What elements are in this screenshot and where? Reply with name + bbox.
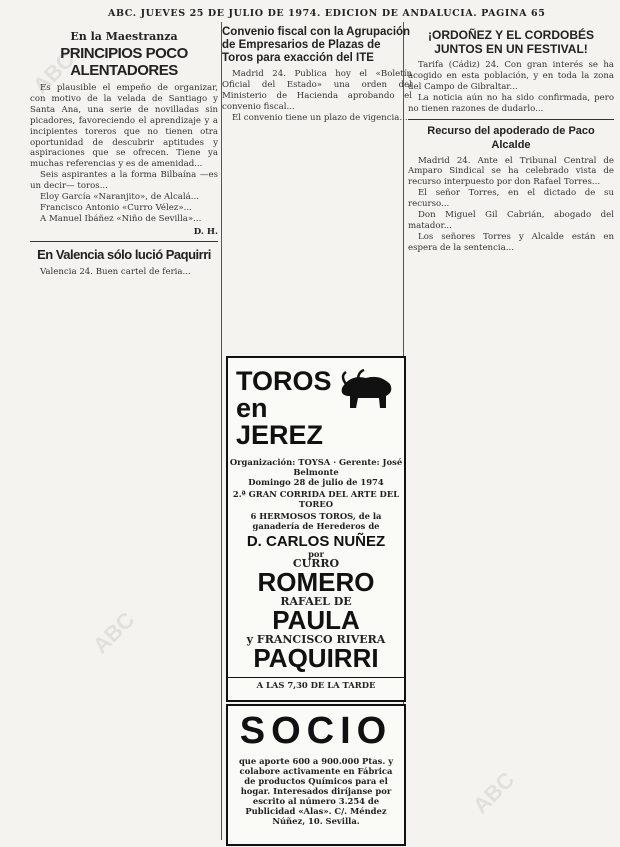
article-paragraph: Tarifa (Cádiz) 24. Con gran interés se ha acogido en esta población, y en toda la zona del Campo de Gibraltar... xyxy=(408,60,614,92)
torero-2-first: RAFAEL DE xyxy=(280,595,352,608)
ad-body: que aporte 600 a 900.000 Ptas. y colabore activamente en Fábrica de productos Químicos para el hogar. Interesados diríjanse por escrito al número 3.254 de Publicidad «Alas». C/. Méndez Núñez, 10. Sevilla. xyxy=(238,756,394,826)
ad-organizer: Organización: TOYSA · Gerente: José Belmonte xyxy=(229,457,403,477)
ad-date: Domingo 28 de julio de 1974 xyxy=(248,477,384,487)
watermark: ABC xyxy=(27,46,80,99)
article-headline: PRINCIPIOS POCO ALENTADORES xyxy=(60,45,188,79)
article-headline: ¡ORDOÑEZ Y EL CORDOBÉS JUNTOS EN UN FESTIVAL! xyxy=(427,28,595,56)
article-kicker: En la Maestranza xyxy=(70,30,178,43)
torero-2-name: PAULA xyxy=(272,605,360,635)
article-paragraph: Francisco Antonio «Curro Vélez»... xyxy=(40,202,192,213)
ad-title: SOCIO xyxy=(239,710,393,752)
article-byline: D. H. xyxy=(193,226,218,237)
page-header: ABC. JUEVES 25 DE JULIO DE 1974. EDICION DE ANDALUCIA. PAGINA 65 xyxy=(108,8,546,19)
article-headline: Convenio fiscal con la Agrupación de Empresarios de Plazas de Toros para exacción del ITE xyxy=(222,26,411,64)
torero-3-first: y FRANCISCO RIVERA xyxy=(246,633,386,646)
article-paragraph: Seis aspirantes a la forma Bilbaína —es un decir— toros... xyxy=(30,170,218,192)
article-paragraph: Es plausible el empeño de organizar, con motivo de la velada de Santiago y Santa Ana, una serie de novilladas sin picadores, favoreciendo el aprendizaje y a incipientes toreros que no tienen otra oportunidad de descubrir aptitudes y aspiraciones que se ofrecen. Tiene ya muchas referencias y es de amenidad... xyxy=(30,83,218,170)
toros-jerez-ad xyxy=(226,356,406,702)
ad-description: 6 HERMOSOS TOROS, de la ganadería de Herederos de xyxy=(250,511,382,531)
column-left xyxy=(27,24,218,844)
column-right xyxy=(408,24,614,844)
divider xyxy=(30,241,218,242)
ad-title: TOROS en JEREZ xyxy=(236,366,332,450)
article-paragraph: A Manuel Ibáñez «Niño de Sevilla»... xyxy=(40,213,202,224)
article-paragraph: Don Miguel Gil Cabrián, abogado del matador... xyxy=(408,210,614,231)
article-paragraph: Eloy García «Naranjito», de Alcalá... xyxy=(40,192,200,203)
socio-ad xyxy=(226,704,406,846)
article-headline-2: En Valencia sólo lució Paquirri xyxy=(37,246,211,262)
article-paragraph: El convenio tiene un plazo de vigencia... xyxy=(232,112,408,123)
article-paragraph: Valencia 24. Buen cartel de feria... xyxy=(40,266,191,277)
ad-por: por xyxy=(308,549,324,559)
bull-icon xyxy=(336,366,396,414)
torero-1-name: ROMERO xyxy=(257,567,375,597)
article-headline-2: Recurso del apoderado de Paco Alcalde xyxy=(427,124,595,151)
article-paragraph: Madrid 24. Publica hoy el «Boletín Oficial del Estado» una orden del Ministerio de Hacienda aprobando el convenio fiscal... xyxy=(222,69,412,112)
ad-time: A LAS 7,30 DE LA TARDE xyxy=(228,677,404,690)
article-paragraph: Madrid 24. Ante el Tribunal Central de Amparo Sindical se ha celebrado vista de recurso interpuesto por don Rafael Torres... xyxy=(408,155,614,188)
torero-3-name: PAQUIRRI xyxy=(253,643,379,673)
divider xyxy=(408,119,614,120)
watermark: ABC xyxy=(87,606,140,659)
ad-event: 2.ª GRAN CORRIDA DEL ARTE DEL TOREO xyxy=(232,489,400,509)
article-paragraph: Los señores Torres y Alcalde están en espera de la sentencia... xyxy=(408,231,614,253)
torero-1-first: CURRO xyxy=(292,557,340,570)
article-paragraph: La noticia aún no ha sido confirmada, pero no tienen razones de dudarlo... xyxy=(408,92,614,114)
column-middle xyxy=(222,24,412,350)
ad-ganadero: D. CARLOS NUÑEZ xyxy=(246,533,386,550)
article-paragraph: El señor Torres, en el dictado de su recurso... xyxy=(408,188,614,210)
watermark: ABC xyxy=(467,766,520,819)
